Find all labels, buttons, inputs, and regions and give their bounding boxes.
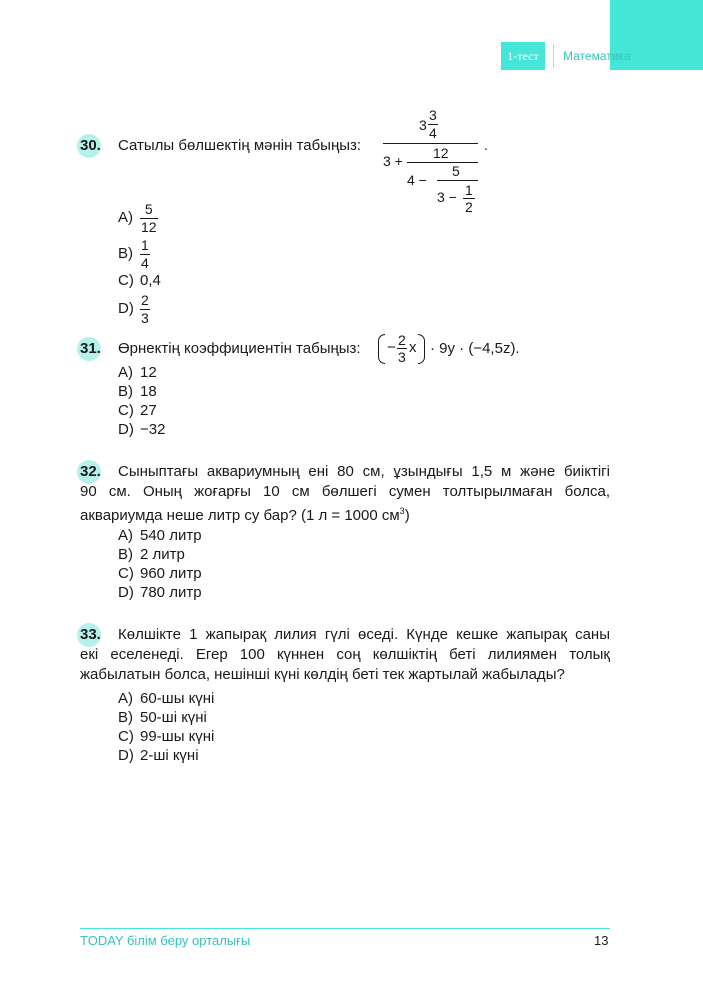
option-b[interactable]: B) 18 [118, 383, 157, 400]
option-b[interactable]: B) $\frac{1}{4}$ [118, 237, 149, 271]
question-text-line: жабылатын болса, нешінші күні көлдің беті тек жартылай жабылады? [80, 666, 565, 683]
right-paren [418, 334, 425, 364]
left-paren [378, 334, 385, 364]
question-text-line: аквариумда неше литр су бар? (1 л = 1000 $см^3$) [80, 506, 410, 524]
header-divider [553, 44, 554, 68]
expr-period: . [484, 137, 488, 153]
option-c[interactable]: C) 99-шы күні [118, 728, 215, 745]
expr-minus: − [387, 339, 396, 356]
option-b[interactable]: B) 50-ші күні [118, 709, 207, 726]
option-c[interactable]: C) 960 литр [118, 565, 202, 582]
expr-frac-den: 3 [398, 349, 406, 365]
cf-level2-bar [437, 180, 478, 181]
question-number: 31. [80, 339, 101, 359]
option-b[interactable]: B) 2 литр [118, 546, 185, 563]
option-c[interactable]: C) 27 [118, 402, 157, 419]
cf-mid: 4 − [407, 172, 427, 188]
option-a[interactable]: A) 540 литр [118, 527, 202, 544]
test-label: 1-тест [501, 42, 545, 70]
question-number: 30. [80, 136, 101, 156]
question-text: Өрнектің коэффициентін табыңыз: [118, 340, 361, 357]
option-fraction: $\frac{1}{4}$ [141, 237, 149, 271]
cf-top-whole: 3 [419, 117, 427, 133]
expr-var: x [409, 339, 417, 356]
option-d[interactable]: D) 780 литр [118, 584, 202, 601]
option-d[interactable]: D) $\frac{2}{3}$ [118, 292, 149, 326]
option-d[interactable]: D) −32 [118, 421, 166, 438]
page-number: 13 [594, 933, 609, 948]
cf-lead: 3 + [383, 153, 403, 169]
cf-main-bar [383, 143, 478, 144]
option-fraction: $\frac{5}{12}$ [141, 201, 157, 235]
option-d[interactable]: D) 2-ші күні [118, 747, 199, 764]
question-text-line: 90 см. Оның жоғарғы 10 см бөлшегі сумен толтырылмаған болса, [80, 483, 610, 500]
cf-f3-den: 2 [465, 199, 473, 215]
option-a[interactable]: A) 60-шы күні [118, 690, 215, 707]
question-text-line: Сыныптағы аквариумның ені 80 см, ұзындығы 1,5 м және биіктігі [118, 463, 610, 480]
question-text-line: екі еселенеді. Егер 100 күннен соң көлшіктің беті лилиямен толық [80, 646, 610, 663]
expr-frac-num: 2 [398, 332, 406, 348]
question-number: 32. [80, 462, 101, 482]
question-32 [80, 462, 610, 522]
cf-f1-num: 12 [433, 145, 449, 161]
expr-rest: · 9y · (−4,5z). [430, 340, 520, 357]
question-31 [80, 339, 620, 359]
question-number: 33. [80, 625, 101, 645]
subject-label: Математика [563, 49, 631, 63]
footer-publisher: TODAY білім беру орталығы [80, 933, 251, 948]
question-text-line: Көлшікте 1 жапырақ лилия гүлі өседі. Күнде кешке жапырақ саны [118, 626, 610, 643]
question-text: Сатылы бөлшектің мәнін табыңыз: [118, 137, 362, 154]
option-fraction: $\frac{2}{3}$ [141, 292, 149, 326]
cf-top-den: 4 [429, 125, 437, 141]
option-a[interactable]: A) $\frac{5}{12}$ [118, 201, 157, 235]
question-33 [80, 625, 610, 685]
cf-low: 3 − [437, 189, 457, 205]
cf-f2-num: 5 [452, 163, 460, 179]
cf-top-num: 3 [429, 107, 437, 123]
option-c[interactable]: C) 0,4 [118, 272, 161, 289]
footer-divider [80, 928, 610, 929]
option-a[interactable]: A) 12 [118, 364, 157, 381]
question-30 [80, 136, 620, 156]
cf-f3-num: 1 [465, 182, 473, 198]
cf-level1-bar [407, 162, 478, 163]
